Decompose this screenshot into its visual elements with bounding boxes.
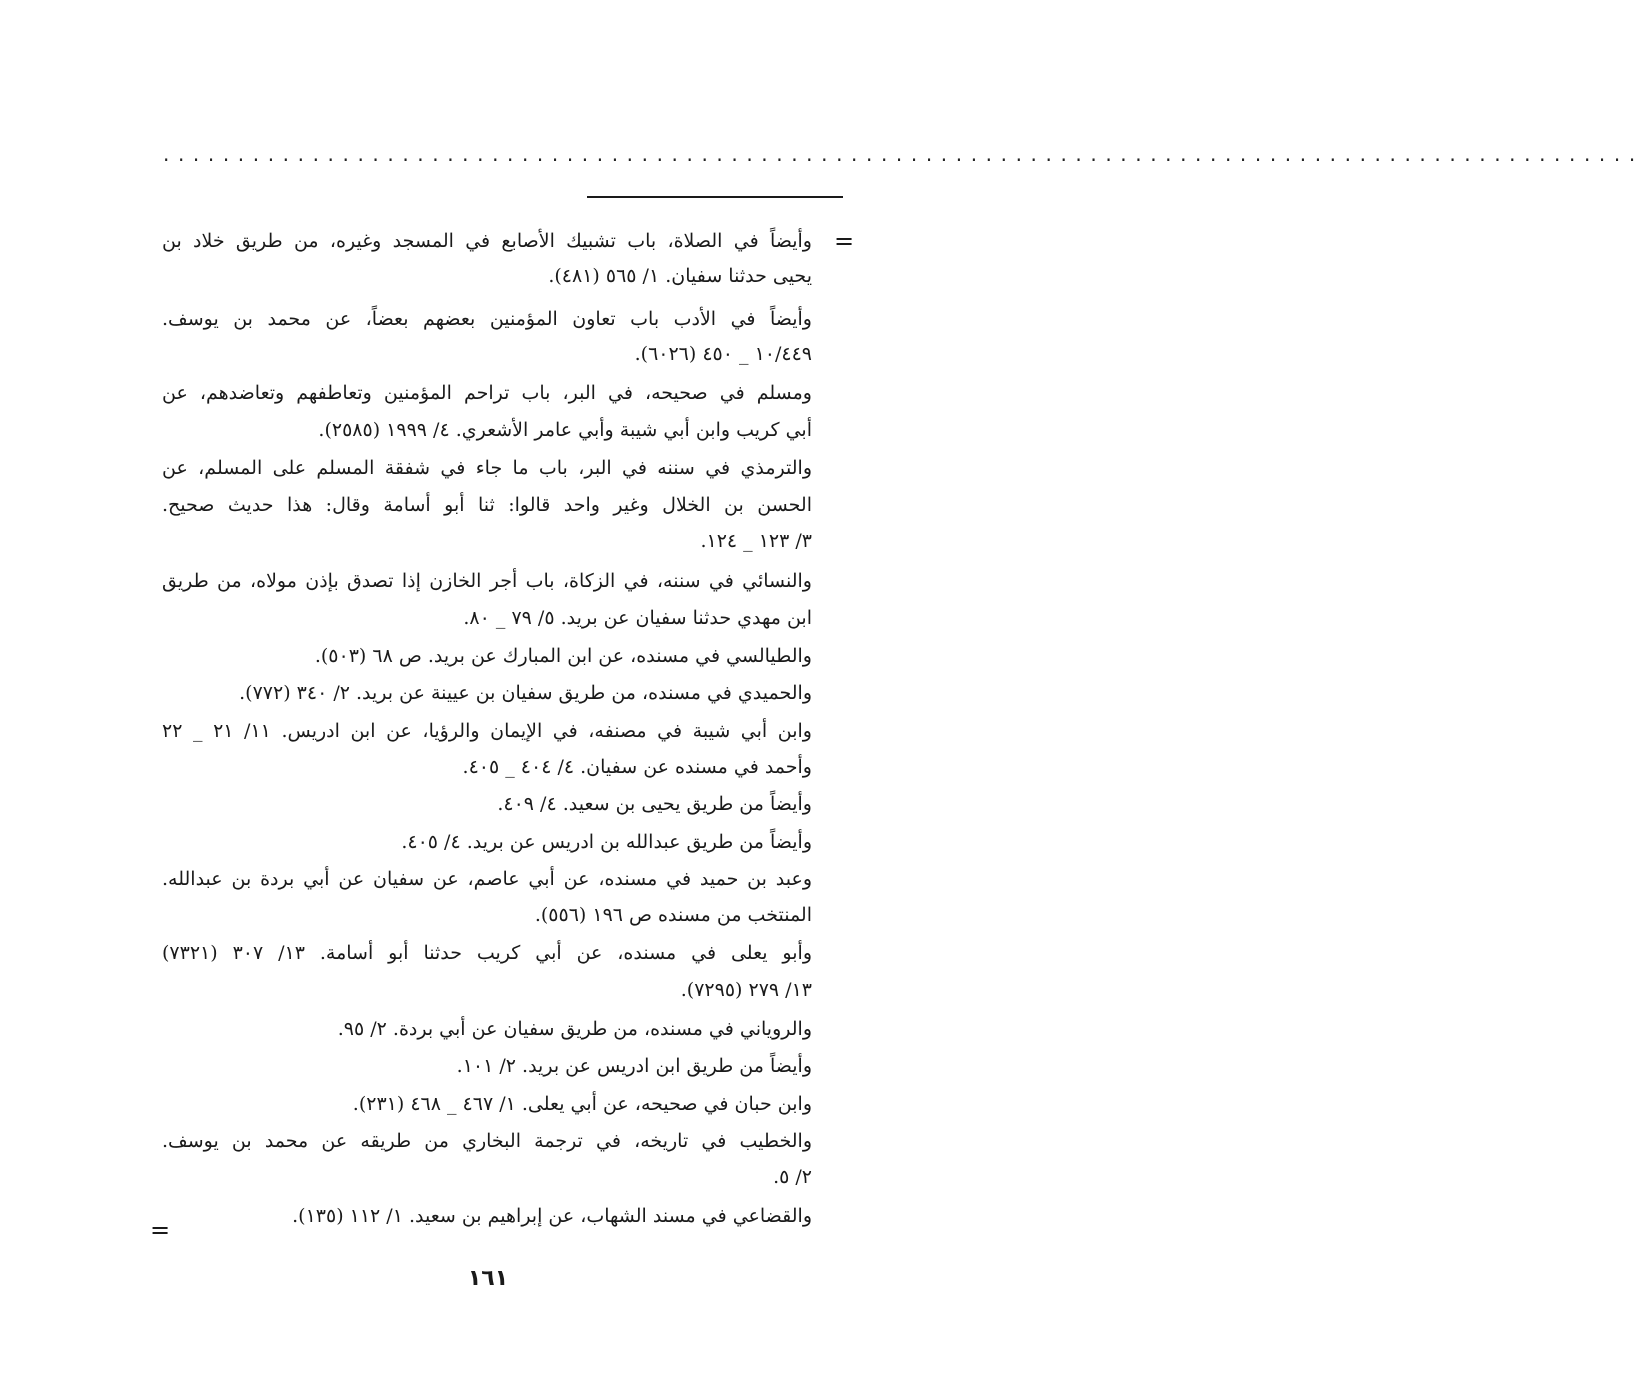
footnote-line: وأبو يعلى في مسنده، عن أبي كريب حدثنا أبو أسامة. ١٣/ ٣٠٧ (٧٣٢١) [162,942,812,964]
footnote-line: ٢/ ٥. [773,1166,812,1188]
footnote-line: وأحمد في مسنده عن سفيان. ٤/ ٤٠٤ _ ٤٠٥. [462,756,812,778]
footnote-line: والروياني في مسنده، من طريق سفيان عن أبي بردة. ٢/ ٩٥. [337,1018,812,1040]
footnote-line: والنسائي في سننه، في الزكاة، باب أجر الخازن إذا تصدق بإذن مولاه، من طريق [162,570,812,592]
footnote-line: والطيالسي في مسنده، عن ابن المبارك عن بريد. ص ٦٨ (٥٠٣). [314,645,812,667]
footnote-line: وعبد بن حميد في مسنده، عن أبي عاصم، عن سفيان عن أبي بردة بن عبدالله. [162,868,812,890]
footnote-line: ٣/ ١٢٣ _ ١٢٤. [700,530,812,552]
footnote-rule [587,196,843,198]
footnote-line: وابن حبان في صحيحه، عن أبي يعلى. ١/ ٤٦٧ _ ٤٦٨ (٢٣١). [352,1093,812,1115]
footnote-line: والخطيب في تاريخه، في ترجمة البخاري من طريقه عن محمد بن يوسف. [162,1130,812,1152]
footnote-line: وابن أبي شيبة في مصنفه، في الإيمان والرؤيا، عن ابن ادريس. ١١/ ٢١ _ ٢٢ [162,720,812,742]
footnote-line: والقضاعي في مسند الشهاب، عن إبراهيم بن سعيد. ١/ ١١٢ (١٣٥). [292,1205,812,1227]
footnote-line: وأيضاً من طريق يحيى بن سعيد. ٤/ ٤٠٩. [497,793,812,815]
footnote-line: وأيضاً في الصلاة، باب تشبيك الأصابع في المسجد وغيره، من طريق خلاد بن [162,230,812,252]
footnote-line: والحميدي في مسنده، من طريق سفيان بن عيينة عن بريد. ٢/ ٣٤٠ (٧٧٢). [239,682,812,704]
footnote-line: وأيضاً من طريق ابن ادريس عن بريد. ٢/ ١٠١. [456,1055,812,1077]
footnote-line: ومسلم في صحيحه، في البر، باب تراحم المؤمنين وتعاطفهم وتعاضدهم، عن [162,382,812,404]
continuation-marker-bottom: = [150,1216,171,1244]
continuation-marker-top: = [834,227,855,255]
dotted-separator: ................................................................................................... [163,142,1644,166]
footnote-line: وأيضاً من طريق عبدالله بن ادريس عن بريد. ٤/ ٤٠٥. [401,831,812,853]
footnote-line: الحسن بن الخلال وغير واحد قالوا: ثنا أبو أسامة وقال: هذا حديث صحيح. [162,494,812,516]
footnote-line: المنتخب من مسنده ص ١٩٦ (٥٥٦). [534,904,812,926]
footnote-line: يحيى حدثنا سفيان. ١/ ٥٦٥ (٤٨١). [548,265,812,287]
footnote-line: ١٣/ ٢٧٩ (٧٢٩٥). [680,979,812,1001]
footnote-line: أبي كريب وابن أبي شيبة وأبي عامر الأشعري. ٤/ ١٩٩٩ (٢٥٨٥). [318,419,812,441]
footnote-line: ابن مهدي حدثنا سفيان عن بريد. ٥/ ٧٩ _ ٨٠. [463,607,812,629]
footnote-line: والترمذي في سننه في البر، باب ما جاء في شفقة المسلم على المسلم، عن [162,457,812,479]
page-number: ١٦١ [467,1266,509,1291]
footnote-line: وأيضاً في الأدب باب تعاون المؤمنين بعضهم بعضاً، عن محمد بن يوسف. [162,308,812,330]
footnote-line: ١٠/٤٤٩ _ ٤٥٠ (٦٠٢٦). [634,343,812,365]
